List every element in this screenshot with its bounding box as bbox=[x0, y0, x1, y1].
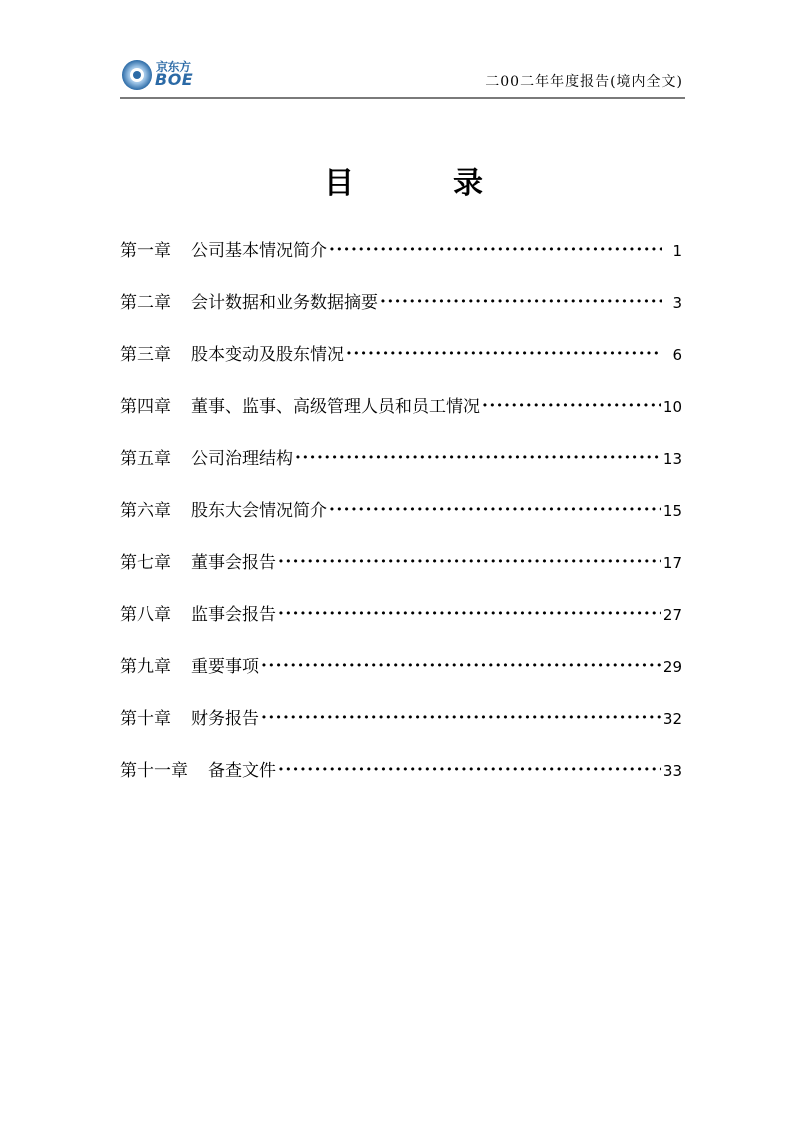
toc-title: 公司基本情况简介 bbox=[191, 241, 327, 261]
page-header bbox=[120, 54, 685, 98]
toc-chapter: 第一章 bbox=[120, 241, 171, 261]
toc-page-number: 27 bbox=[662, 606, 682, 624]
boe-logo-icon bbox=[120, 58, 154, 92]
toc-title: 董事会报告 bbox=[191, 553, 276, 573]
logo-chinese-text: 京东方 bbox=[156, 60, 191, 74]
toc-title: 财务报告 bbox=[191, 709, 259, 729]
logo-english-text: BOE bbox=[155, 70, 194, 89]
toc-chapter: 第八章 bbox=[120, 605, 171, 625]
toc-page-number: 1 bbox=[672, 242, 682, 260]
toc-page-number: 17 bbox=[662, 554, 682, 572]
toc-chapter: 第六章 bbox=[120, 501, 171, 521]
toc-entry[interactable] bbox=[120, 496, 682, 548]
toc-list bbox=[120, 236, 682, 808]
toc-page-number: 13 bbox=[662, 450, 682, 468]
toc-page-number: 6 bbox=[672, 346, 682, 364]
toc-title: 股本变动及股东情况 bbox=[191, 345, 344, 365]
toc-title: 备查文件 bbox=[208, 761, 276, 781]
toc-page-number: 33 bbox=[662, 762, 682, 780]
toc-entry[interactable] bbox=[120, 704, 682, 756]
toc-chapter: 第四章 bbox=[120, 397, 171, 417]
toc-leader bbox=[261, 656, 661, 676]
toc-title: 监事会报告 bbox=[191, 605, 276, 625]
toc-heading-char-1: 目 bbox=[324, 166, 354, 201]
toc-page-number: 15 bbox=[662, 502, 682, 520]
toc-chapter: 第三章 bbox=[120, 345, 171, 365]
toc-entry[interactable] bbox=[120, 340, 682, 392]
toc-chapter: 第五章 bbox=[120, 449, 171, 469]
toc-chapter: 第二章 bbox=[120, 293, 171, 313]
toc-entry[interactable] bbox=[120, 548, 682, 600]
toc-chapter: 第十章 bbox=[120, 709, 171, 729]
toc-leader bbox=[261, 708, 661, 728]
toc-leader bbox=[380, 292, 662, 312]
toc-title: 会计数据和业务数据摘要 bbox=[191, 293, 378, 313]
toc-page-number: 3 bbox=[672, 294, 682, 312]
toc-title: 公司治理结构 bbox=[191, 449, 293, 469]
toc-leader bbox=[278, 760, 661, 780]
toc-chapter: 第七章 bbox=[120, 553, 171, 573]
toc-entry[interactable] bbox=[120, 756, 682, 808]
toc-entry[interactable] bbox=[120, 236, 682, 288]
header-divider bbox=[120, 97, 685, 99]
report-title: 二00二年年度报告(境内全文) bbox=[485, 74, 683, 90]
company-logo bbox=[120, 56, 200, 94]
toc-chapter: 第十一章 bbox=[120, 761, 188, 781]
toc-entry[interactable] bbox=[120, 288, 682, 340]
toc-entry[interactable] bbox=[120, 652, 682, 704]
toc-leader bbox=[329, 240, 662, 260]
toc-title: 重要事项 bbox=[191, 657, 259, 677]
toc-entry[interactable] bbox=[120, 600, 682, 652]
toc-title: 董事、监事、高级管理人员和员工情况 bbox=[191, 397, 480, 417]
toc-chapter: 第九章 bbox=[120, 657, 171, 677]
toc-page-number: 10 bbox=[662, 398, 682, 416]
toc-page-number: 32 bbox=[662, 710, 682, 728]
toc-heading bbox=[120, 158, 685, 202]
toc-entry[interactable] bbox=[120, 444, 682, 496]
toc-entry[interactable] bbox=[120, 392, 682, 444]
toc-leader bbox=[278, 552, 661, 572]
toc-leader bbox=[295, 448, 661, 468]
toc-page-number: 29 bbox=[662, 658, 682, 676]
toc-leader bbox=[482, 396, 661, 416]
toc-heading-char-2: 录 bbox=[453, 166, 483, 201]
toc-leader bbox=[329, 500, 661, 520]
toc-leader bbox=[346, 344, 662, 364]
toc-leader bbox=[278, 604, 661, 624]
toc-title: 股东大会情况简介 bbox=[191, 501, 327, 521]
